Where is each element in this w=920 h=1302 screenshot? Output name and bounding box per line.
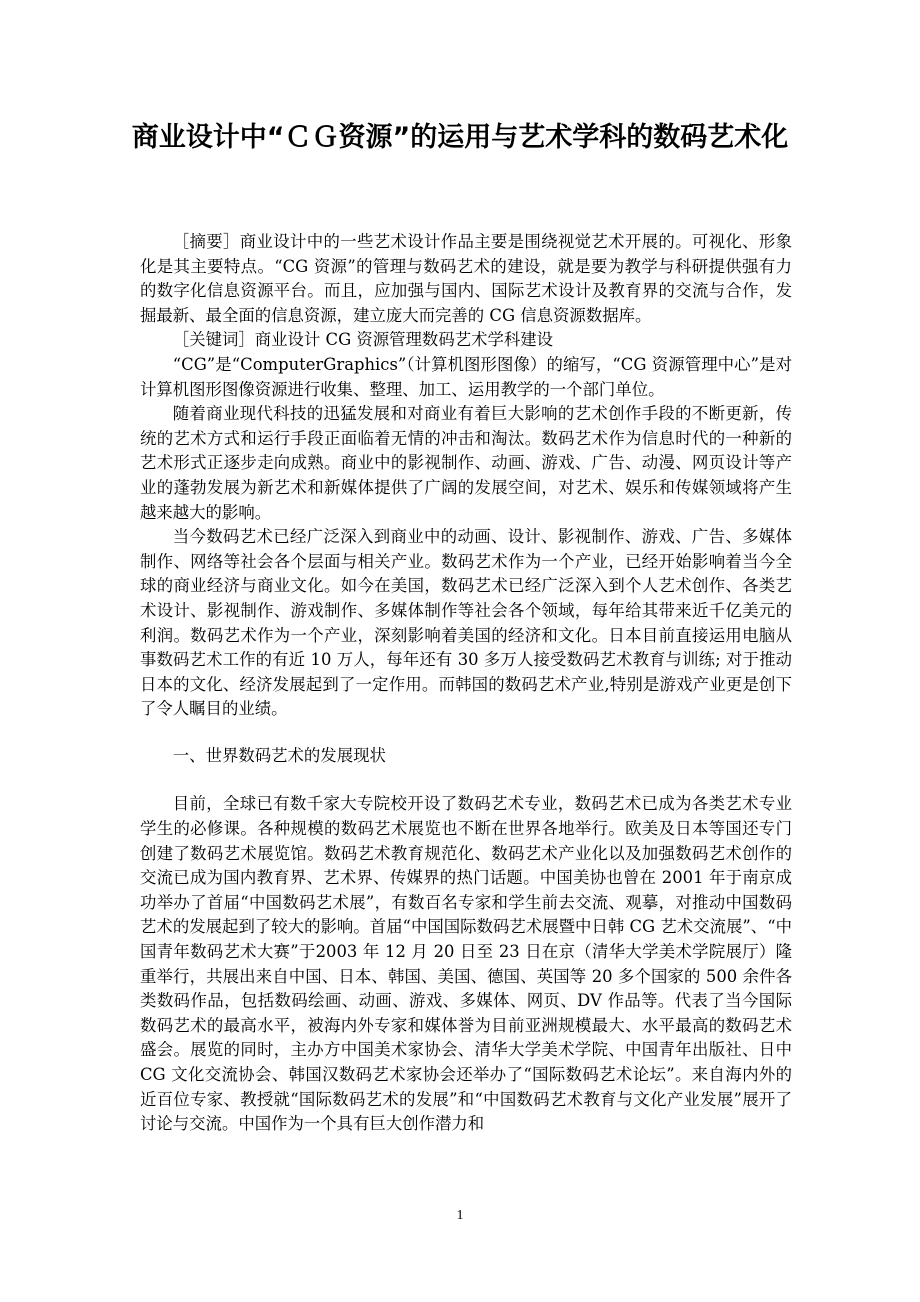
body-paragraph: 随着商业现代科技的迅猛发展和对商业有着巨大影响的艺术创作手段的不断更新，传统的艺术方式和运行手段正面临着无情的冲击和淘汰。数码艺术作为信息时代的一种新的艺术形式正逐步走向成熟。商业中的影视制作、动画、游戏、广告、动漫、网页设计等产业的蓬勃发展为新艺术和新媒体提供了广阔的发展空间，对艺术、娱乐和传媒领域将产生越来越大的影响。: [140, 404, 792, 522]
keywords-paragraph: ［关键词］商业设计 CG 资源管理数码艺术学科建设: [172, 330, 554, 350]
page-number: 1: [456, 1208, 464, 1223]
body-paragraph: “CG”是“ComputerGraphics”（计算机图形图像）的缩写，“CG 资源管理中心”是对计算机图形图像资源进行收集、整理、加工、运用教学的一个部门单位。: [140, 354, 792, 399]
abstract-paragraph: ［摘要］商业设计中的一些艺术设计作品主要是围绕视觉艺术开展的。可视化、形象化是其主要特点。“CG 资源”的管理与数码艺术的建设，就是要为教学与科研提供强有力的数字化信息资源平台。而且，应加强与国内、国际艺术设计及教育界的交流与合作，发掘最新、最全面的信息资源，建立庞大而完善的 CG 信息资源数据库。: [140, 232, 792, 325]
section-paragraph: 目前，全球已有数千家大专院校开设了数码艺术专业，数码艺术已成为各类艺术专业学生的必修课。各种规模的数码艺术展览也不断在世界各地举行。欧美及日本等国还专门创建了数码艺术展览馆。数码艺术教育规范化、数码艺术产业化以及加强数码艺术创作的交流已成为国内教育界、艺术界、传媒界的热门话题。中国美协也曾在 2001 年于南京成功举办了首届“中国数码艺术展”，有数百名专家和学生前去交流、观摹，对推动中国数码艺术的发展起到了较大的影响。首届“中国国际数码艺术展暨中日韩 CG 艺术交流展”、“中国青年数码艺术大赛”于2003 年 12 月 20 日至 23 日在京（清华大学美术学院展厅）隆重举行，共展出来自中国、日本、韩国、美国、德国、英国等 20 多个国家的 500 余件各类数码作品，包括数码绘画、动画、游戏、多媒体、网页、DV 作品等。代表了当今国际数码艺术的最高水平，被海内外专家和媒体誉为目前亚洲规模最大、水平最高的数码艺术盛会。展览的同时，主办方中国美术家协会、清华大学美术学院、中国青年出版社、日中 CG 文化交流协会、韩国汉数码艺术家协会还举办了“国际数码艺术论坛”。来自海内外的近百位专家、教授就“国际数码艺术的发展”和“中国数码艺术教育与文化产业发展”展开了讨论与交流。中国作为一个具有巨大创作潜力和: [140, 794, 792, 1134]
body-paragraph: 当今数码艺术已经广泛深入到商业中的动画、设计、影视制作、游戏、广告、多媒体制作、网络等社会各个层面与相关产业。数码艺术作为一个产业，已经开始影响着当今全球的商业经济与商业文化。如今在美国，数码艺术已经广泛深入到个人艺术创作、各类艺术设计、影视制作、游戏制作、多媒体制作等社会各个领域，每年给其带来近千亿美元的利润。数码艺术作为一个产业，深刻影响着美国的经济和文化。日本目前直接运用电脑从事数码艺术工作的有近 10 万人，每年还有 30 多万人接受数码艺术教育与训练; 对于推动日本的文化、经济发展起到了一定作用。而韩国的数码艺术产业,特别是游戏产业更是创下了令人瞩目的业绩。: [140, 527, 792, 719]
section-heading: 一、世界数码艺术的发展现状: [172, 745, 386, 765]
document-title: 商业设计中“ＣＧ资源”的运用与艺术学科的数码艺术化: [131, 122, 789, 153]
document-body: [140, 230, 792, 1137]
